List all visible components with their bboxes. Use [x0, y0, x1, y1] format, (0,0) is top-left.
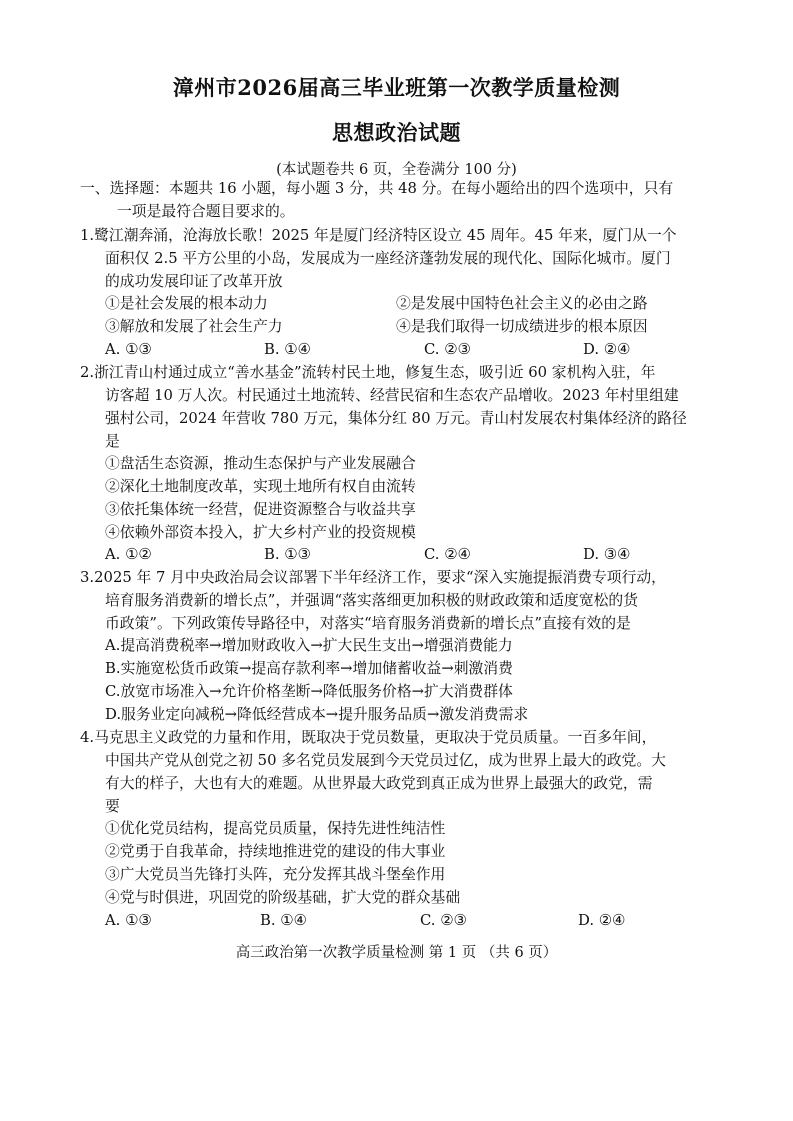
q4-choice-b[interactable]: B. ①④ [260, 912, 307, 929]
q4-item: ②党勇于自我革命，持续地推进党的建设的伟大事业 [105, 843, 446, 860]
q3-option-d[interactable]: D.服务业定向减税→降低经营成本→提升服务品质→激发消费需求 [105, 706, 529, 723]
section-instruction-cont: 一项是最符合题目要求的。 [117, 203, 295, 220]
q4-item: ①优化党员结构，提高党员质量，保持先进性纯洁性 [105, 820, 446, 837]
q2-item: ④依赖外部资本投入，扩大乡村产业的投资规模 [105, 524, 416, 541]
exam-title: 漳州市2026届高三毕业班第一次教学质量检测 [172, 75, 621, 100]
q2-item: ③依托集体统一经营，促进资源整合与收益共享 [105, 501, 416, 518]
q4-choice-a[interactable]: A. ①③ [105, 912, 152, 929]
page-footer: 高三政治第一次教学质量检测 第 1 页 （共 6 页） [235, 945, 558, 961]
subject-title: 思想政治试题 [332, 120, 461, 145]
q3-stem: 币政策”。下列政策传导路径中，对落实“培育服务消费新的增长点”直接有效的是 [105, 615, 631, 632]
q2-item: ②深化土地制度改革，实现土地所有权自由流转 [105, 478, 416, 495]
q4-item: ④党与时俱进，巩固党的阶级基础，扩大党的群众基础 [105, 889, 461, 906]
q4-stem: 有大的样子，大也有大的难题。从世界最大政党到真正成为世界上最强大的政党，需 [105, 775, 653, 792]
q4-choice-d[interactable]: D. ②④ [578, 912, 626, 929]
q4-stem: 中国共产党从创党之初 50 多名党员发展到今天党员过亿，成为世界上最大的政党。大 [105, 752, 666, 769]
q4-stem: 要 [105, 798, 120, 815]
q4-stem: 4.马克思主义政党的力量和作用，既取决于党员数量，更取决于党员质量。一百多年间， [80, 729, 657, 746]
q3-stem: 3.2025 年 7 月中央政治局会议部署下半年经济工作，要求“深入实施提振消费专项行动， [80, 569, 666, 586]
q1-stem: 1.鹭江潮奔涌，沧海放长歌！2025 年是厦门经济特区设立 45 周年。45 年来，厦门从一个 [80, 227, 677, 244]
q2-choice-a[interactable]: A. ①② [105, 546, 152, 563]
q1-choice-a[interactable]: A. ①③ [105, 341, 152, 358]
q3-option-a[interactable]: A.提高消费税率→增加财政收入→扩大民生支出→增强消费能力 [105, 637, 513, 654]
q2-stem: 强村公司，2024 年营收 780 万元，集体分红 80 万元。青山村发展农村集体经济的路径 [105, 410, 687, 427]
q1-item: ④是我们取得一切成绩进步的根本原因 [396, 318, 648, 335]
q3-option-c[interactable]: C.放宽市场准入→允许价格垄断→降低服务价格→扩大消费群体 [105, 683, 513, 700]
q2-stem: 是 [105, 433, 120, 450]
q2-item: ①盘活生态资源，推动生态保护与产业发展融合 [105, 455, 416, 472]
q2-stem: 访客超 10 万人次。村民通过土地流转、经营民宿和生态农产品增收。2023 年村里组建 [105, 387, 679, 404]
q1-stem: 的成功发展印证了改革开放 [105, 273, 283, 290]
exam-note: (本试题卷共 6 页，全卷满分 100 分) [276, 162, 517, 178]
q2-stem: 2.浙江青山村通过成立“善水基金”流转村民土地，修复生态，吸引近 60 家机构入驻，年 [80, 364, 656, 381]
section-instruction: 一、选择题：本题共 16 小题，每小题 3 分，共 48 分。在每小题给出的四个选项中，只有 [80, 180, 674, 197]
q1-choice-b[interactable]: B. ①④ [264, 341, 311, 358]
q1-choice-d[interactable]: D. ②④ [583, 341, 631, 358]
q2-choice-d[interactable]: D. ③④ [583, 546, 631, 563]
q4-item: ③广大党员当先锋打头阵，充分发挥其战斗堡垒作用 [105, 866, 446, 883]
q4-choice-c[interactable]: C. ②③ [420, 912, 467, 929]
q1-item: ①是社会发展的根本动力 [105, 295, 268, 312]
q2-choice-b[interactable]: B. ①③ [264, 546, 311, 563]
q1-item: ③解放和发展了社会生产力 [105, 318, 283, 335]
q3-option-b[interactable]: B.实施宽松货币政策→提高存款利率→增加储蓄收益→刺激消费 [105, 660, 513, 677]
q3-stem: 培育服务消费新的增长点”，并强调“落实落细更加积极的财政政策和适度宽松的货 [105, 592, 639, 609]
q1-stem: 面积仅 2.5 平方公里的小岛，发展成为一座经济蓬勃发展的现代化、国际化城市。厦门 [105, 250, 671, 267]
q2-choice-c[interactable]: C. ②④ [424, 546, 471, 563]
q1-choice-c[interactable]: C. ②③ [424, 341, 471, 358]
q1-item: ②是发展中国特色社会主义的必由之路 [396, 295, 648, 312]
